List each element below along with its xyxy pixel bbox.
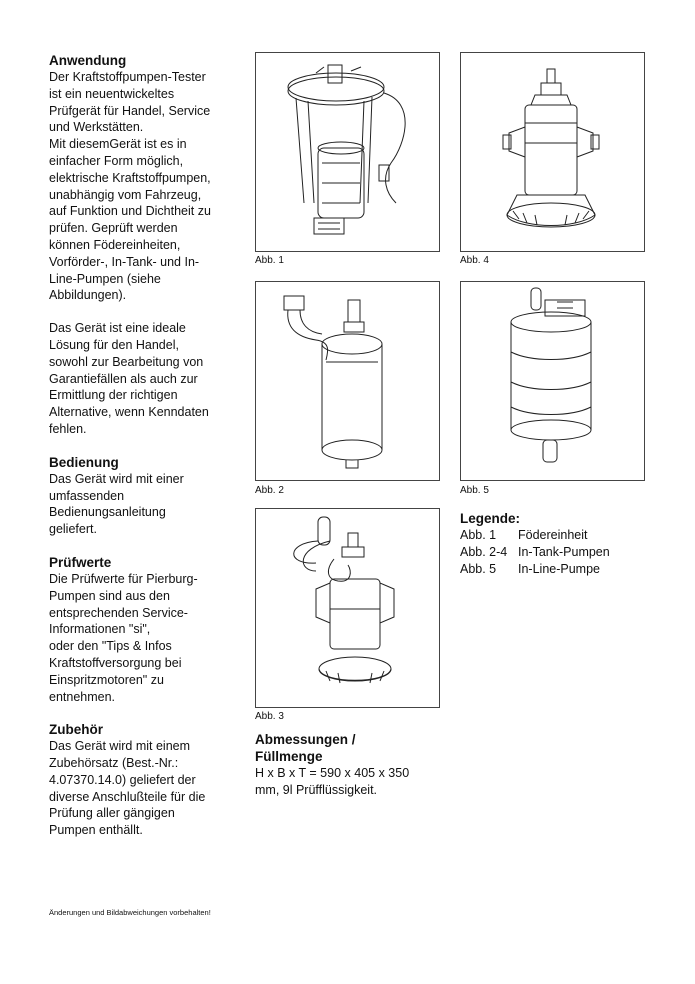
- caption-abb-3: Abb. 3: [255, 711, 284, 722]
- in-tank-pump-drawing-2: [256, 282, 439, 480]
- anwendung-text-2: Das Gerät ist eine ideale Lösung für den Handel, sowohl zur Bearbeitung von Garantiefällen als auch zur Ermittlung der richtigen Alternative, wenn Kenndaten fehlen.: [49, 321, 209, 436]
- caption-abb-1: Abb. 1: [255, 255, 284, 266]
- legend-key: Abb. 1: [460, 528, 497, 542]
- legend-value: In-Tank-Pumpen: [518, 544, 610, 559]
- fuel-sender-unit-drawing: [256, 53, 439, 251]
- footnote: Änderungen und Bildabweichungen vorbehalten!: [49, 908, 211, 917]
- legend-section: [460, 510, 660, 577]
- heading-bedienung: Bedienung: [49, 454, 119, 470]
- heading-legend: Legende:: [460, 511, 521, 526]
- heading-dimensions: Abmessungen / Füllmenge: [255, 732, 356, 764]
- heading-anwendung: Anwendung: [49, 53, 127, 68]
- in-tank-pump-drawing-4: [461, 53, 644, 251]
- dimensions-text: H x B x T = 590 x 405 x 350 mm, 9l Prüfflüssigkeit.: [255, 766, 410, 797]
- anwendung-text-1: Der Kraftstoffpumpen-Tester ist ein neuentwickeltes Prüfgerät für Handel, Service und Werkstätten. Mit diesemGerät ist es in einfacher Form möglich, elektrische Kraftstoffpumpen, unabhängig vom Fahrzeug, auf Funktion und Dichtheit zu prüfen. Geprüft werden können Födereinheiten, Vorförder-, In-Tank- und In- Line-Pumpen (siehe Abbildungen).: [49, 70, 211, 303]
- legend-value: In-Line-Pumpe: [518, 561, 600, 576]
- figure-4: [460, 52, 645, 252]
- dimensions-section: [255, 731, 445, 799]
- legend-key: Abb. 5: [460, 561, 497, 576]
- zubehoer-text: Das Gerät wird mit einem Zubehörsatz (Best.-Nr.: 4.07370.14.0) geliefert der diverse Anschlußteile für die Prüfung aller gängigen Pumpen enthällt.: [49, 739, 206, 838]
- legend-row: [460, 561, 610, 578]
- caption-abb-5: Abb. 5: [460, 485, 489, 496]
- figure-3: [255, 508, 440, 708]
- heading-zubehoer: Zubehör: [49, 722, 103, 738]
- legend-value: Födereinheit: [518, 528, 588, 542]
- legend-key: Abb. 2-4: [460, 544, 508, 559]
- figure-1: [255, 52, 440, 252]
- legend-row: [460, 527, 610, 544]
- heading-pruefwerte: Prüfwerte: [49, 554, 112, 570]
- figure-5: [460, 281, 645, 481]
- legend-table: [460, 527, 610, 577]
- pruefwerte-text: Die Prüfwerte für Pierburg- Pumpen sind aus den entsprechenden Service- Informationen "si", oder den "Tips & Infos Kraftstoffversorgung bei Einspritzmotoren" zu entnehmen.: [49, 571, 198, 704]
- caption-abb-2: Abb. 2: [255, 485, 284, 496]
- in-tank-pump-drawing-3: [256, 509, 439, 707]
- figure-2: [255, 281, 440, 481]
- bedienung-text: Das Gerät wird mit einer umfassenden Bedienungsanleitung geliefert.: [49, 471, 184, 537]
- caption-abb-4: Abb. 4: [460, 255, 489, 266]
- in-line-pump-drawing: [461, 282, 644, 480]
- left-column: [49, 52, 239, 839]
- legend-row: [460, 544, 610, 561]
